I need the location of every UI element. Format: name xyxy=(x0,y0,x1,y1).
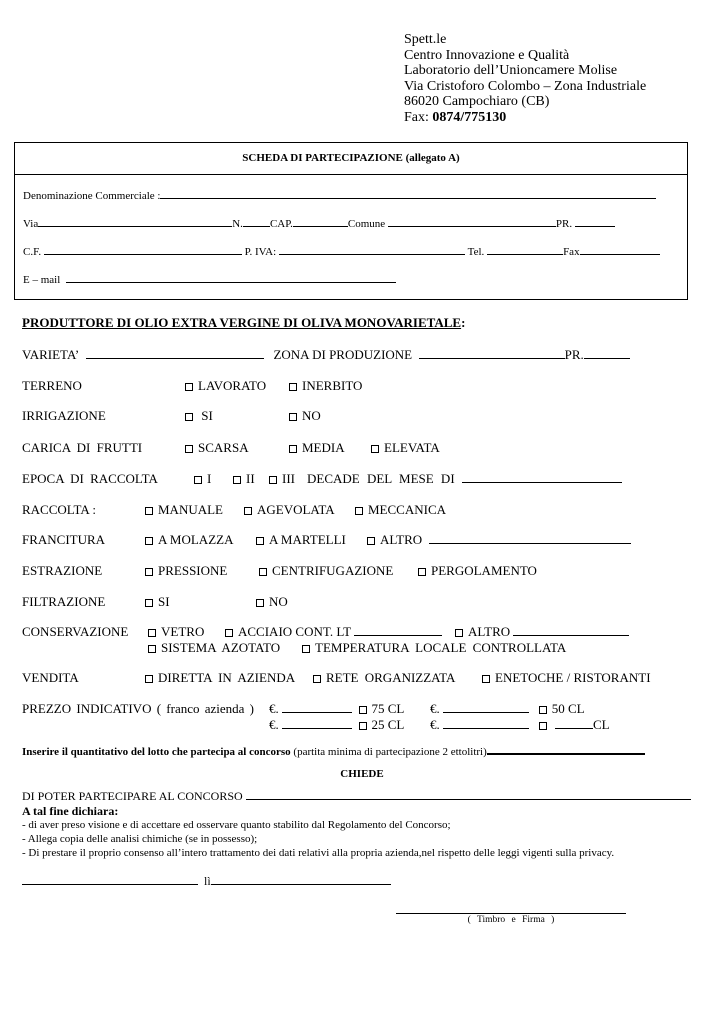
checkbox[interactable] xyxy=(289,413,297,421)
via-field[interactable] xyxy=(38,225,232,227)
irrigazione-option-si[interactable] xyxy=(185,408,213,424)
irrigazione-option-no[interactable] xyxy=(289,408,321,424)
option-label: PRESSIONE xyxy=(158,563,228,578)
epoca-tail-label: DECADE DEL MESE DI xyxy=(307,471,455,486)
option-label: NO xyxy=(269,594,288,609)
prezzo-75-field[interactable] xyxy=(282,711,352,713)
euro-symbol: €. xyxy=(269,717,279,732)
epoca-option-iii[interactable] xyxy=(269,471,295,487)
cl75-label: 75 CL xyxy=(371,701,405,716)
irrigazione-label: IRRIGAZIONE xyxy=(22,408,106,423)
prezzo-25-field[interactable] xyxy=(282,727,352,729)
vendita-option-rete[interactable] xyxy=(313,670,455,686)
carica-option-scarsa[interactable] xyxy=(185,440,249,456)
filtrazione-option-no[interactable] xyxy=(256,594,288,610)
epoca-option-ii[interactable] xyxy=(233,471,255,487)
estrazione-label: ESTRAZIONE xyxy=(22,563,103,578)
li-label: lì xyxy=(204,874,211,888)
signature-line[interactable] xyxy=(396,913,626,914)
denominazione-label: Denominazione Commerciale : xyxy=(23,190,161,202)
lotto-bold: Inserire il quantitativo del lotto che partecipa al concorso xyxy=(22,746,291,758)
cl25-label: 25 CL xyxy=(371,717,405,732)
checkbox[interactable] xyxy=(355,507,363,515)
option-label: ACCIAIO CONT. LT xyxy=(238,624,352,639)
carica-option-media[interactable] xyxy=(289,440,345,456)
conservazione-option-temperatura[interactable] xyxy=(302,640,566,656)
place-date-row xyxy=(22,874,391,889)
conservazione-altro-field[interactable] xyxy=(513,634,629,636)
prezzo-75-row xyxy=(269,701,404,717)
terreno-label: TERRENO xyxy=(22,378,82,393)
option-label: AGEVOLATA xyxy=(257,502,335,517)
tax-row xyxy=(23,246,660,258)
checkbox[interactable] xyxy=(233,476,241,484)
checkbox[interactable] xyxy=(418,568,426,576)
option-label: INERBITO xyxy=(302,378,363,393)
checkbox[interactable] xyxy=(145,568,153,576)
carica-label: CARICA DI FRUTTI xyxy=(22,440,143,455)
zona-pr-field[interactable] xyxy=(584,357,630,359)
checkbox[interactable] xyxy=(359,706,367,714)
francitura-label: FRANCITURA xyxy=(22,532,106,547)
prezzo-custom-field[interactable] xyxy=(443,727,529,729)
n-label: N. xyxy=(232,218,243,230)
epoca-option-i[interactable] xyxy=(194,471,211,487)
section-title xyxy=(22,315,465,331)
filtrazione-label: FILTRAZIONE xyxy=(22,594,106,609)
euro-symbol: €. xyxy=(430,717,440,732)
cl-label: CL xyxy=(593,717,610,732)
section-title-text: PRODUTTORE DI OLIO EXTRA VERGINE DI OLIVA MONOVARIETALE xyxy=(22,315,462,330)
cap-label: CAP. xyxy=(269,218,293,230)
place-field[interactable] xyxy=(22,883,198,885)
epoca-month-field[interactable] xyxy=(462,481,622,483)
option-label: SI xyxy=(158,594,170,609)
tel-field[interactable] xyxy=(487,253,563,255)
option-label: LAVORATO xyxy=(198,378,267,393)
terreno-option-lavorato[interactable] xyxy=(185,378,266,394)
prezzo-25-row xyxy=(269,717,404,733)
dichiara-item: - di aver preso visione e di accettare ed osservare quanto stabilito dal Regolamento del Concorso; xyxy=(22,819,451,831)
option-label: MECCANICA xyxy=(368,502,447,517)
email-field[interactable] xyxy=(66,281,396,283)
cl50-label: 50 CL xyxy=(551,701,585,716)
checkbox[interactable] xyxy=(289,383,297,391)
zona-pr-label: PR. xyxy=(564,347,584,362)
box-divider xyxy=(15,174,687,175)
checkbox[interactable] xyxy=(145,507,153,515)
checkbox[interactable] xyxy=(185,383,193,391)
dichiara-item: - Di prestare il proprio consenso all’intero trattamento dei dati relativi alla propria azienda,nel rispetto delle leggi vigenti sulla privacy. xyxy=(22,847,615,859)
option-label: II xyxy=(246,471,255,486)
checkbox[interactable] xyxy=(455,629,463,637)
option-label: ENETOCHE / RISTORANTI xyxy=(495,670,651,685)
custom-cl-field[interactable] xyxy=(555,727,593,729)
option-label: TEMPERATURA LOCALE CONTROLLATA xyxy=(315,640,567,655)
recipient-line: Laboratorio dell’Unioncamere Molise xyxy=(404,63,618,79)
checkbox[interactable] xyxy=(145,675,153,683)
checkbox[interactable] xyxy=(256,537,264,545)
comune-field[interactable] xyxy=(388,225,556,227)
option-label: SCARSA xyxy=(198,440,249,455)
terreno-option-inerbito[interactable] xyxy=(289,378,362,394)
option-label: III xyxy=(282,471,295,486)
denominazione-field[interactable] xyxy=(160,197,656,199)
checkbox[interactable] xyxy=(539,706,547,714)
euro-symbol: €. xyxy=(430,701,440,716)
option-label: ALTRO xyxy=(380,532,423,547)
checkbox[interactable] xyxy=(225,629,233,637)
checkbox[interactable] xyxy=(371,445,379,453)
conservazione-option-altro[interactable] xyxy=(455,624,629,640)
comune-label: Comune xyxy=(347,218,386,230)
option-label: PERGOLAMENTO xyxy=(431,563,537,578)
denominazione-row xyxy=(23,190,656,202)
estrazione-option-pressione[interactable] xyxy=(145,563,227,579)
potere-label: DI POTER PARTECIPARE AL CONCORSO xyxy=(22,789,243,803)
conservazione-option-acciaio[interactable] xyxy=(225,624,442,640)
francitura-option-altro[interactable] xyxy=(367,532,631,548)
dichiara-title: A tal fine dichiara: xyxy=(22,804,119,818)
signature-caption: ( Timbro e Firma ) xyxy=(467,915,555,925)
recipient-line: Spett.le xyxy=(404,32,447,47)
lotto-row xyxy=(22,746,645,758)
option-label: NO xyxy=(302,408,321,423)
form-title: SCHEDA DI PARTECIPAZIONE (allegato A) xyxy=(242,152,460,164)
checkbox[interactable] xyxy=(259,568,267,576)
checkbox[interactable] xyxy=(256,599,264,607)
francitura-option-martelli[interactable] xyxy=(256,532,346,548)
option-label: MANUALE xyxy=(158,502,223,517)
fax-field[interactable] xyxy=(580,253,660,255)
option-label: SISTEMA AZOTATO xyxy=(161,640,281,655)
checkbox[interactable] xyxy=(148,645,156,653)
recipient-address xyxy=(404,32,646,126)
checkbox[interactable] xyxy=(539,722,547,730)
euro-symbol: €. xyxy=(269,701,279,716)
checkbox[interactable] xyxy=(359,722,367,730)
checkbox[interactable] xyxy=(367,537,375,545)
francitura-option-molazza[interactable] xyxy=(145,532,233,548)
conservazione-option-azotato[interactable] xyxy=(148,640,280,656)
checkbox[interactable] xyxy=(313,675,321,683)
checkbox[interactable] xyxy=(269,476,277,484)
raccolta-option-agevolata[interactable] xyxy=(244,502,335,518)
cap-field[interactable] xyxy=(293,225,348,227)
raccolta-option-meccanica[interactable] xyxy=(355,502,446,518)
varieta-row xyxy=(22,347,630,363)
carica-option-elevata[interactable] xyxy=(371,440,440,456)
pr-field[interactable] xyxy=(575,225,615,227)
potere-row xyxy=(22,789,691,804)
prezzo-label: PREZZO INDICATIVO ( franco azienda ) xyxy=(22,701,255,716)
dichiara-block xyxy=(22,804,614,860)
fax-label: Fax: xyxy=(404,109,433,125)
via-label: Via xyxy=(23,218,39,230)
acciaio-lt-field[interactable] xyxy=(354,634,442,636)
pr-label: PR. xyxy=(555,218,573,230)
piva-field[interactable] xyxy=(279,253,465,255)
recipient-line: 86020 Campochiaro (CB) xyxy=(404,94,550,110)
checkbox[interactable] xyxy=(148,629,156,637)
checkbox[interactable] xyxy=(194,476,202,484)
option-label: MEDIA xyxy=(302,440,345,455)
company-info-box xyxy=(14,142,688,300)
email-label: E – mail xyxy=(23,274,61,286)
option-label: VETRO xyxy=(161,624,205,639)
prezzo-custom-row xyxy=(430,717,610,733)
fax-number: 0874/775130 xyxy=(432,109,507,125)
lotto-normal: (partita minima di partecipazione 2 ettolitri) xyxy=(293,746,487,758)
conservazione-option-vetro[interactable] xyxy=(148,624,204,640)
option-label: RETE ORGANIZZATA xyxy=(326,670,456,685)
checkbox[interactable] xyxy=(145,599,153,607)
option-label: DIRETTA IN AZIENDA xyxy=(158,670,296,685)
recipient-line: Via Cristoforo Colombo – Zona Industriale xyxy=(404,78,647,94)
n-field[interactable] xyxy=(243,225,270,227)
recipient-line: Centro Innovazione e Qualità xyxy=(404,47,570,63)
francitura-altro-field[interactable] xyxy=(429,542,631,544)
vendita-label: VENDITA xyxy=(22,670,79,685)
option-label: ELEVATA xyxy=(384,440,440,455)
prezzo-50-field[interactable] xyxy=(443,711,529,713)
chiede-heading: CHIEDE xyxy=(340,768,384,780)
zona-label: ZONA DI PRODUZIONE xyxy=(273,347,413,362)
zona-field[interactable] xyxy=(419,357,565,359)
piva-label: P. IVA: xyxy=(244,246,277,258)
recipient-fax xyxy=(404,110,646,126)
vendita-option-diretta[interactable] xyxy=(145,670,295,686)
raccolta-label: RACCOLTA : xyxy=(22,502,96,517)
option-label: CENTRIFUGAZIONE xyxy=(272,563,394,578)
cf-field[interactable] xyxy=(44,253,242,255)
tel-label: Tel. xyxy=(467,246,485,258)
option-label: A MARTELLI xyxy=(269,532,346,547)
prezzo-50-row xyxy=(430,701,585,717)
conservazione-label: CONSERVAZIONE xyxy=(22,624,129,639)
raccolta-option-manuale[interactable] xyxy=(145,502,223,518)
dichiara-item: - Allega copia delle analisi chimiche (se in possesso); xyxy=(22,833,258,845)
option-label: I xyxy=(207,471,212,486)
potere-field[interactable] xyxy=(246,798,691,800)
checkbox[interactable] xyxy=(145,537,153,545)
checkbox[interactable] xyxy=(302,645,310,653)
varieta-field[interactable] xyxy=(86,357,264,359)
option-label: ALTRO xyxy=(468,624,511,639)
vendita-option-enoteche[interactable] xyxy=(482,670,651,686)
estrazione-option-pergolamento[interactable] xyxy=(418,563,537,579)
filtrazione-option-si[interactable] xyxy=(145,594,170,610)
checkbox[interactable] xyxy=(244,507,252,515)
fax-field-label: Fax xyxy=(563,246,580,258)
varieta-label: VARIETA’ xyxy=(22,347,80,362)
lotto-field[interactable] xyxy=(487,752,645,755)
address-row xyxy=(23,218,615,230)
epoca-label: EPOCA DI RACCOLTA xyxy=(22,471,158,486)
checkbox[interactable] xyxy=(185,445,193,453)
date-field[interactable] xyxy=(211,883,391,885)
email-row xyxy=(23,274,396,286)
option-label: A MOLAZZA xyxy=(158,532,234,547)
estrazione-option-centrifugazione[interactable] xyxy=(259,563,393,579)
checkbox[interactable] xyxy=(289,445,297,453)
option-label: SI xyxy=(201,408,213,423)
cf-label: C.F. xyxy=(23,246,42,258)
checkbox[interactable] xyxy=(482,675,490,683)
epoca-tail xyxy=(307,471,622,487)
checkbox[interactable] xyxy=(185,413,193,421)
section-title-colon: : xyxy=(461,315,466,330)
